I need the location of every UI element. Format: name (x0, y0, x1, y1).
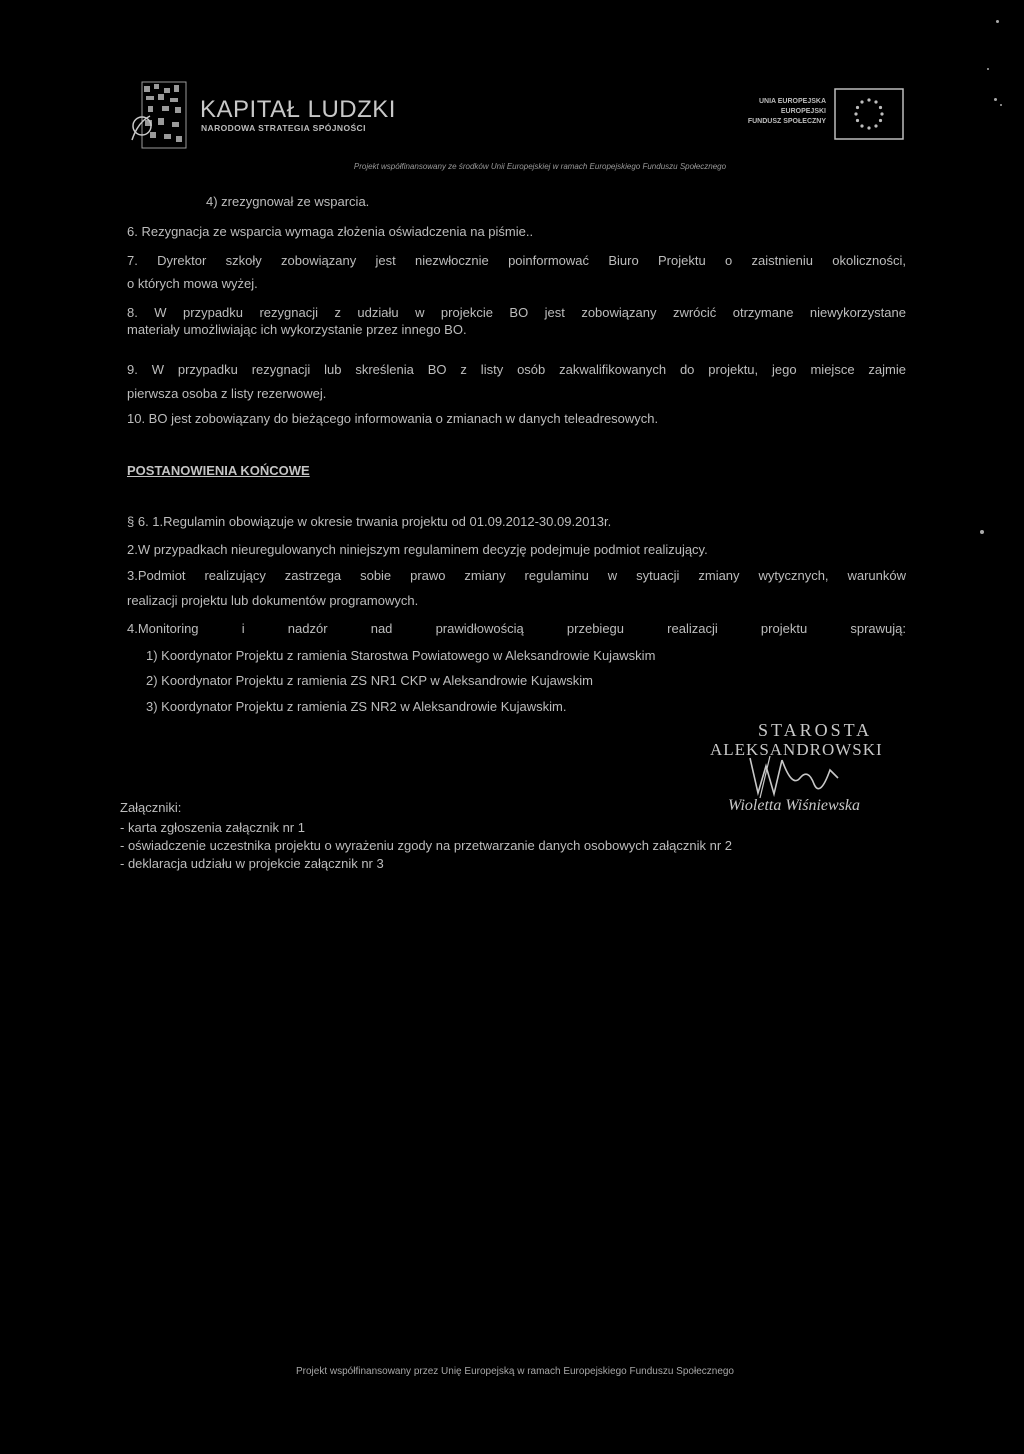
item-8-cont: materiały umożliwiając ich wykorzystanie przez innego BO. (127, 322, 467, 337)
item-8: 8. W przypadku rezygnacji z udziału w projekcie BO jest zobowiązany zwrócić otrzymane niewykorzystane (127, 305, 906, 320)
footer-cofinancing: Projekt współfinansowany przez Unię Europejską w ramach Europejskiego Funduszu Społecznego (295, 1366, 734, 1377)
item-4: 4) zrezygnował ze wsparcia. (206, 194, 370, 209)
eu-label-line: UNIA EUROPEJSKA (758, 98, 826, 105)
paragraph-3: 3.Podmiot realizujący zastrzega sobie prawo zmiany regulaminu w sytuacji zmiany wytycznych, warunków (127, 568, 906, 583)
item-10: 10. BO jest zobowiązany do bieżącego informowania o zmianach w danych teleadresowych. (127, 411, 659, 426)
coordinator-item: 2) Koordynator Projektu z ramienia ZS NR1 CKP w Aleksandrowie Kujawskim (146, 673, 593, 688)
paragraph-3-cont: realizacji projektu lub dokumentów programowych. (127, 593, 419, 608)
item-9: 9. W przypadku rezygnacji lub skreślenia BO z listy osób zakwalifikowanych do projektu, jego miejsce zajmie (127, 362, 906, 377)
paragraph-1: § 6. 1.Regulamin obowiązuje w okresie trwania projektu od 01.09.2012-30.09.2013r. (127, 514, 612, 529)
item-9-cont: pierwsza osoba z listy rezerwowej. (127, 386, 327, 401)
item-6: 6. Rezygnacja ze wsparcia wymaga złożenia oświadczenia na piśmie.. (127, 224, 534, 239)
stamp-title: STAROSTA (758, 720, 873, 740)
logo-subtitle: NARODOWA STRATEGIA SPÓJNOŚCI (201, 123, 366, 133)
paragraph-4: 4.Monitoring i nadzór nad prawidłowością przebiegu realizacji projektu sprawują: (127, 621, 906, 636)
eu-label-line: FUNDUSZ SPOŁECZNY (747, 118, 826, 125)
item-7-cont: o których mowa wyżej. (127, 276, 258, 291)
scan-speck (987, 68, 989, 70)
coordinator-item: 1) Koordynator Projektu z ramienia Starostwa Powiatowego w Aleksandrowie Kujawskim (146, 648, 656, 663)
coordinator-item: 3) Koordynator Projektu z ramienia ZS NR2 w Aleksandrowie Kujawskim. (146, 699, 567, 714)
eu-label-line: EUROPEJSKI (780, 108, 826, 115)
cofinancing-note: Projekt współfinansowany ze środków Unii Europejskiej w ramach Europejskiego Funduszu Społecznego (353, 162, 727, 171)
scan-speck (996, 20, 999, 23)
scan-speck (994, 98, 997, 101)
attachment-item: - oświadczenie uczestnika projektu o wyrażeniu zgody na przetwarzanie danych osobowych załącznik nr 2 (120, 838, 733, 853)
stamp-office: ALEKSANDROWSKI (710, 740, 883, 759)
stamp-signatory-name: Wioletta Wiśniewska (728, 797, 860, 814)
attachment-item: - karta zgłoszenia załącznik nr 1 (120, 820, 305, 835)
scan-speck (1000, 104, 1002, 106)
eu-label (700, 97, 826, 127)
attachment-item: - deklaracja udziału w projekcie załącznik nr 3 (120, 856, 384, 871)
logo-title: KAPITAŁ LUDZKI (200, 96, 396, 123)
final-provisions-heading: POSTANOWIENIA KOŃCOWE (127, 463, 310, 478)
kapital-ludzki-logo (128, 80, 188, 150)
attachments-title: Załączniki: (120, 800, 182, 815)
eu-flag-icon (834, 88, 904, 140)
item-7: 7. Dyrektor szkoły zobowiązany jest niezwłocznie poinformować Biuro Projektu o zaistnieniu okoliczności, (127, 253, 906, 268)
paragraph-2: 2.W przypadkach nieuregulowanych niniejszym regulaminem decyzję podejmuje podmiot realizujący. (127, 542, 708, 557)
scan-speck (980, 530, 984, 534)
